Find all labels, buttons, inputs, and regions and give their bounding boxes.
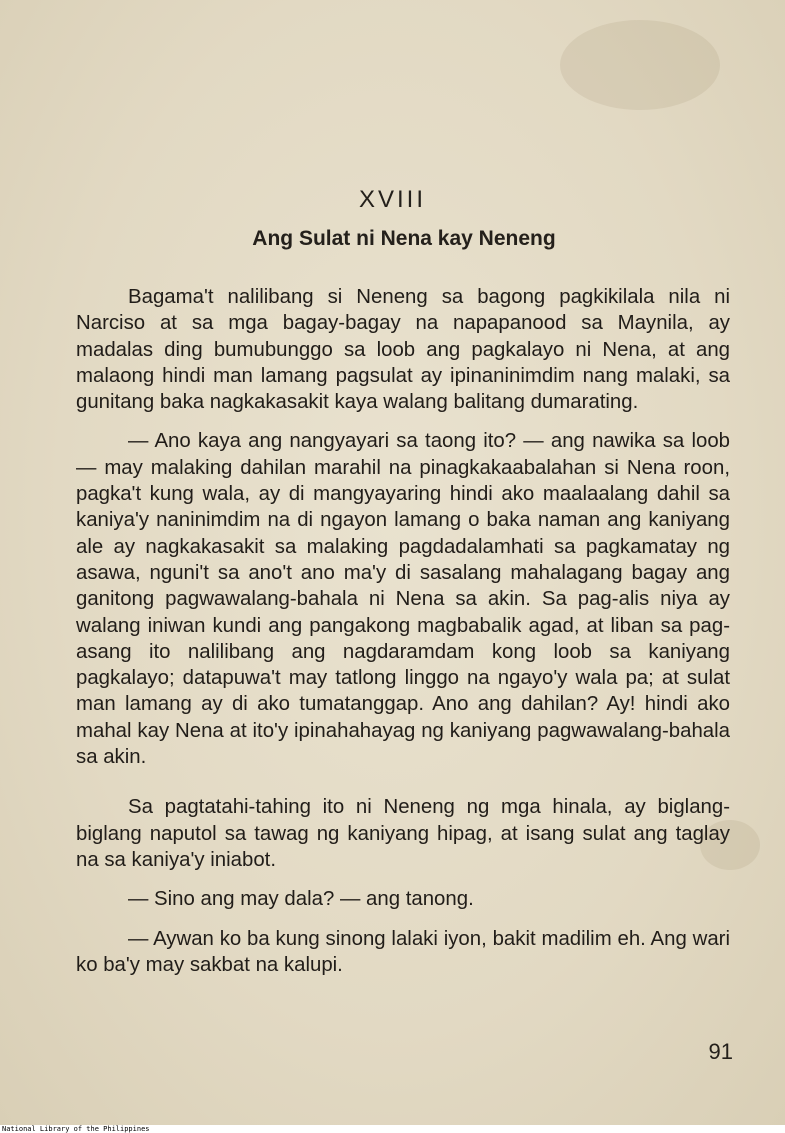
paragraph: — Ano kaya ang nangyayari sa taong ito? — ang nawika sa loob — may malaking dahilan marahil na pinagkakaabalahan si Nena roon, pagka't kung wala, ay di mangyayaring hindi ako maalaalang dahil sa kaniya'y naninimdim na di ngayon lamang o baka naman ang kaniyang ale ay nagkakasakit sa malaking pagdadalamhati sa pagkamatay ng asawa, nguni't sa ano't ano ma'y di sasalang mahalagang bagay ang ganitong pagwawalang-bahala ni Nena sa akin. Sa pag-alis niya ay walang iniwan kundi ang pangakong magbabalik agad, at liban sa pag-asang ito nalilibang ang nagdaramdam kong loob sa kaniyang pagkalayo; datapuwa't may tatlong linggo na ngayo'y wala pa; at sulat man lamang ay di ako tumatanggap. Ano ang dahilan? Ay! hindi ako mahal kay Nena at ito'y ipinahahayag ng kaniyang pagwawalang-bahala sa akin. — [76, 430, 730, 769]
library-credit: National Library of the Philippines — [2, 1125, 150, 1133]
chapter-body — [76, 284, 730, 978]
chapter-number: XVIII — [358, 186, 427, 213]
paragraph: Sa pagtatahi-tahing ito ni Neneng ng mga hinala, ay biglang-biglang naputol sa tawag ng kaniyang hipag, at isang sulat ang taglay na sa kaniya'y iniabot. — [76, 796, 730, 871]
chapter-title: Ang Sulat ni Nena kay Neneng — [252, 227, 556, 250]
paragraph: Bagama't nalilibang si Neneng sa bagong pagkikilala nila ni Narciso at sa mga bagay-bagay na napapanood sa Maynila, ay madalas ding bumubunggo sa loob ang pagkalayo ni Nena, at ang malaong hindi man lamang pagsulat ay ipinaninimdim nang malaki, sa gunitang baka nagkakasakit kaya walang balitang dumarating. — [76, 286, 730, 414]
paragraph: — Aywan ko ba kung sinong lalaki iyon, bakit madilim eh. Ang wari ko ba'y may sakbat na kalupi. — [76, 927, 730, 976]
page-number: 91 — [708, 1039, 733, 1064]
paragraph: — Sino ang may dala? — ang tanong. — [128, 888, 474, 911]
paper-stain — [560, 20, 720, 110]
